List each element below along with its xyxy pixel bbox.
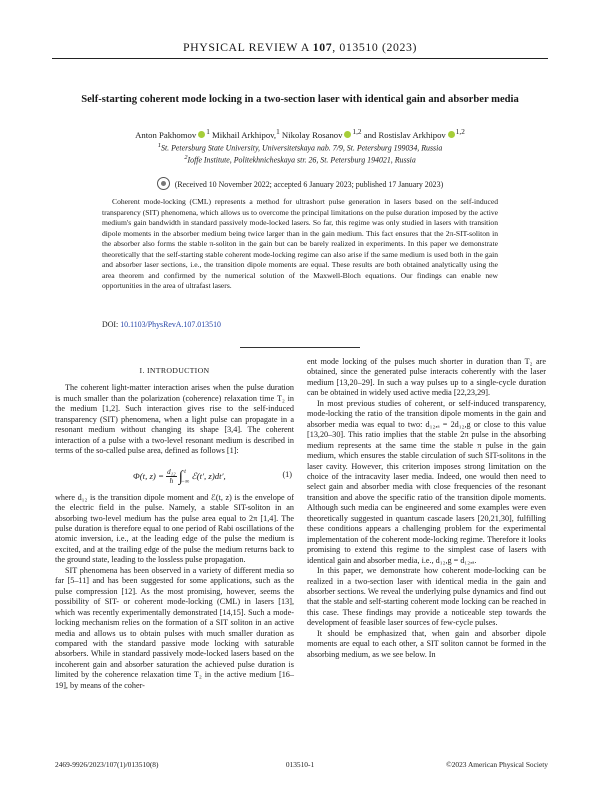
received-dates: (Received 10 November 2022; accepted 6 January 2023; published 17 January 2023) bbox=[174, 180, 444, 189]
orcid-icon[interactable] bbox=[344, 131, 351, 138]
left-column bbox=[55, 366, 294, 691]
paragraph: The coherent light-matter interaction arises when the pulse duration is much smaller than the polarization (coherence) relaxation time T₂ in the medium [1,2]. Such interaction gives rise to the self-induced transparency (SIT) phenomena, when a light pulse can propagate in a resonant medium without changing its shape [3,4]. The coherent interaction of a pulse with a two-level resonant medium is described in terms of the so-called pulse area, defined as follows [1]: bbox=[55, 383, 294, 456]
affiliation-text: St. Petersburg State University, Universitetskaya nab. 7/9, St. Petersburg 199034, Russia bbox=[161, 143, 443, 153]
paragraph: In this paper, we demonstrate how coherent mode-locking can be realized in a two-section laser with identical media in the gain and absorber sections. We reveal the underlying pulse dynamics and find out that the stable and self-starting coherent mode locking can be reached in this case. These findings may provide a noticeable step towards the development of feasible laser sources of few-cycle pulses. bbox=[307, 566, 546, 628]
equation-1 bbox=[55, 460, 294, 490]
affiliation-2 bbox=[0, 154, 600, 165]
affiliation-1 bbox=[0, 142, 600, 153]
abstract: Coherent mode-locking (CML) represents a method for ultrashort pulse generation in lasers based on the self-induced transparency (SIT) phenomena, which allows us to overcome the principal limitations on the pulse duration imposed by the active medium's gain bandwidth in standard passively mode-locked lasers. So far, this regime was only studied in lasers with transition dipole moments in the absorber medium being twice larger than in the gain medium. This fact ensures that the 2π-SIT-soliton in the absorber also forms the stable π-soliton in the gain but can be barely realized in experiments. In this paper we demonstrate theoretically that the self-starting stable coherent mode-locking regime can also arise if the same medium is used both in the gain and absorber laser sections, i.e., the transition dipole moments are equal. These results are both obtained analytically using the area theorem and confirmed by the numerical solution of the Maxwell-Bloch equations. Our findings can enable new opportunities in the area of ultrafast lasers. bbox=[102, 197, 498, 290]
abstract-divider bbox=[240, 347, 360, 348]
doi-line bbox=[102, 320, 221, 329]
author-conjunction: and bbox=[363, 129, 377, 140]
crossmark-icon[interactable] bbox=[157, 177, 170, 190]
author-list bbox=[0, 128, 600, 140]
author-name[interactable]: Nikolay Rosanov bbox=[281, 129, 343, 140]
equation-lhs: Φ(t, z) = bbox=[133, 470, 164, 481]
paragraph: In most previous studies of coherent, or self-induced transparency, mode-locking the ratio of the transition dipole moments in the gain and absorber media was equal to two: d₁₂,ₐ = 2d₁₂,g or close to this value [13,20–30]. This ratio implies that the stable 2π pulse in the absorbing medium represents at the same time the stable π pulse in the gain medium, which ensures the stable circulation of such SIT-solitons in the laser cavity. However, this criterion imposes strong limitation on the choice of the intracavity laser media. Indeed, one would then need to select gain and absorber media with close frequencies of the resonant transition and above the specific ratio of the transition dipole moments. Although such media can be engineered and some examples were even theoretically suggested in quantum cascade lasers [20,21,30], fulfilling these conditions appears a challenging problem for the experimental implementation of the coherent mode-locking regime. Therefore it looks promising to extend this regime to the simplest case of lasers with identical gain and absorber media, i.e., d₁₂,g = d₁₂,ₐ. bbox=[307, 398, 546, 565]
orcid-icon[interactable] bbox=[198, 131, 205, 138]
affiliation-number: 2 bbox=[184, 154, 188, 161]
author-name[interactable]: Rostislav Arkhipov bbox=[378, 129, 446, 140]
section-heading: I. INTRODUCTION bbox=[139, 366, 210, 375]
author-affil: 1,2 bbox=[455, 128, 465, 136]
author-affil: 1 bbox=[206, 128, 210, 136]
integral-sign: ∫ bbox=[178, 468, 183, 485]
equation-formula bbox=[133, 467, 226, 487]
journal-header: PHYSICAL REVIEW A 107, 013510 (2023) bbox=[182, 40, 418, 54]
header-rule bbox=[52, 58, 548, 59]
equation-rhs: ℰ(t′, z)dt′, bbox=[191, 470, 226, 481]
affiliation-text: Ioffe Institute, Politekhnicheskaya str. 26, St. Petersburg 194021, Russia bbox=[187, 155, 416, 165]
author-affil: 1,2 bbox=[352, 128, 362, 136]
orcid-icon[interactable] bbox=[448, 131, 455, 138]
affiliation-number: 1 bbox=[157, 142, 162, 149]
paragraph: It should be emphasized that, when gain and absorber dipole moments are equal to each other, a SIT soliton cannot be formed in the absorbing medium, as we see below. In bbox=[307, 628, 546, 659]
paragraph: SIT phenomena has been observed in a variety of different media so far [5–11] and has been suggested for some applications, such as the pulse compression [12]. As the most promising, however, seems the possibility of SIT- or coherent mode-locking (CML) in lasers [13], which was recently experimentally demonstrated [14,15]. Such a mode-locking mechanism relies on the formation of a SIT soliton in an active media and allows us to obtain pulses with much smaller duration as compared with the standard passive mode locking with saturable absorbers. While in standard passively mode-locked lasers based on the incoherent gain and absorber saturation the achieved pulse duration is limited by the coherence relaxation time T₂ in the active medium [16–19], by means of the coher- bbox=[55, 565, 294, 690]
received-line bbox=[0, 177, 600, 190]
author-affil: 1 bbox=[276, 128, 280, 136]
paper-title: Self-starting coherent mode locking in a two-section laser with identical gain and absorber media bbox=[81, 94, 519, 105]
paragraph: ent mode locking of the pulses much shorter in duration than T₂ are obtained, since the generated pulse interacts coherently with the laser medium [13,20–29]. In such a way pulses up to a single-cycle duration can be obtained in widely used active media [22,23,29]. bbox=[307, 357, 546, 398]
author-name[interactable]: Mikhail Arkhipov, bbox=[212, 129, 277, 140]
footer-issn: 2469-9926/2023/107(1)/013510(8) bbox=[55, 760, 159, 769]
equation-fraction bbox=[166, 468, 176, 485]
fraction-numerator: d₁₂ bbox=[167, 468, 176, 477]
footer-page: 013510-1 bbox=[285, 760, 315, 769]
fraction-denominator: ħ bbox=[169, 477, 174, 486]
journal-volume: 107 bbox=[312, 40, 333, 54]
integral-lower-limit: −∞ bbox=[180, 478, 190, 485]
footer-copyright: ©2023 American Physical Society bbox=[446, 760, 548, 769]
equation-number: (1) bbox=[282, 469, 292, 479]
doi-label: DOI: bbox=[102, 320, 119, 329]
integral-limits bbox=[178, 467, 190, 487]
journal-name: PHYSICAL REVIEW A bbox=[182, 40, 310, 54]
article-number: 013510 bbox=[339, 40, 379, 54]
journal-year: (2023) bbox=[381, 40, 418, 54]
paragraph: where d₁₂ is the transition dipole moment and ℰ(t, z) is the envelope of the electric field in the pulse. Namely, a stable SIT-soliton in an absorbing two-level medium has the pulse area equal to 2π [1,4]. The pulse duration is therefore equal to one period of Rabi oscillations of the atomic inversion, i.e., at the leading edge of the pulse the medium is excited, and at the trailing edge of the pulse the medium returns back to the ground state, leading to the lossless pulse propagation. bbox=[55, 492, 294, 565]
author-name[interactable]: Anton Pakhomov bbox=[135, 129, 197, 140]
integral-upper-limit: t bbox=[184, 468, 186, 475]
right-column bbox=[307, 357, 546, 660]
doi-link[interactable]: 10.1103/PhysRevA.107.013510 bbox=[120, 320, 221, 329]
